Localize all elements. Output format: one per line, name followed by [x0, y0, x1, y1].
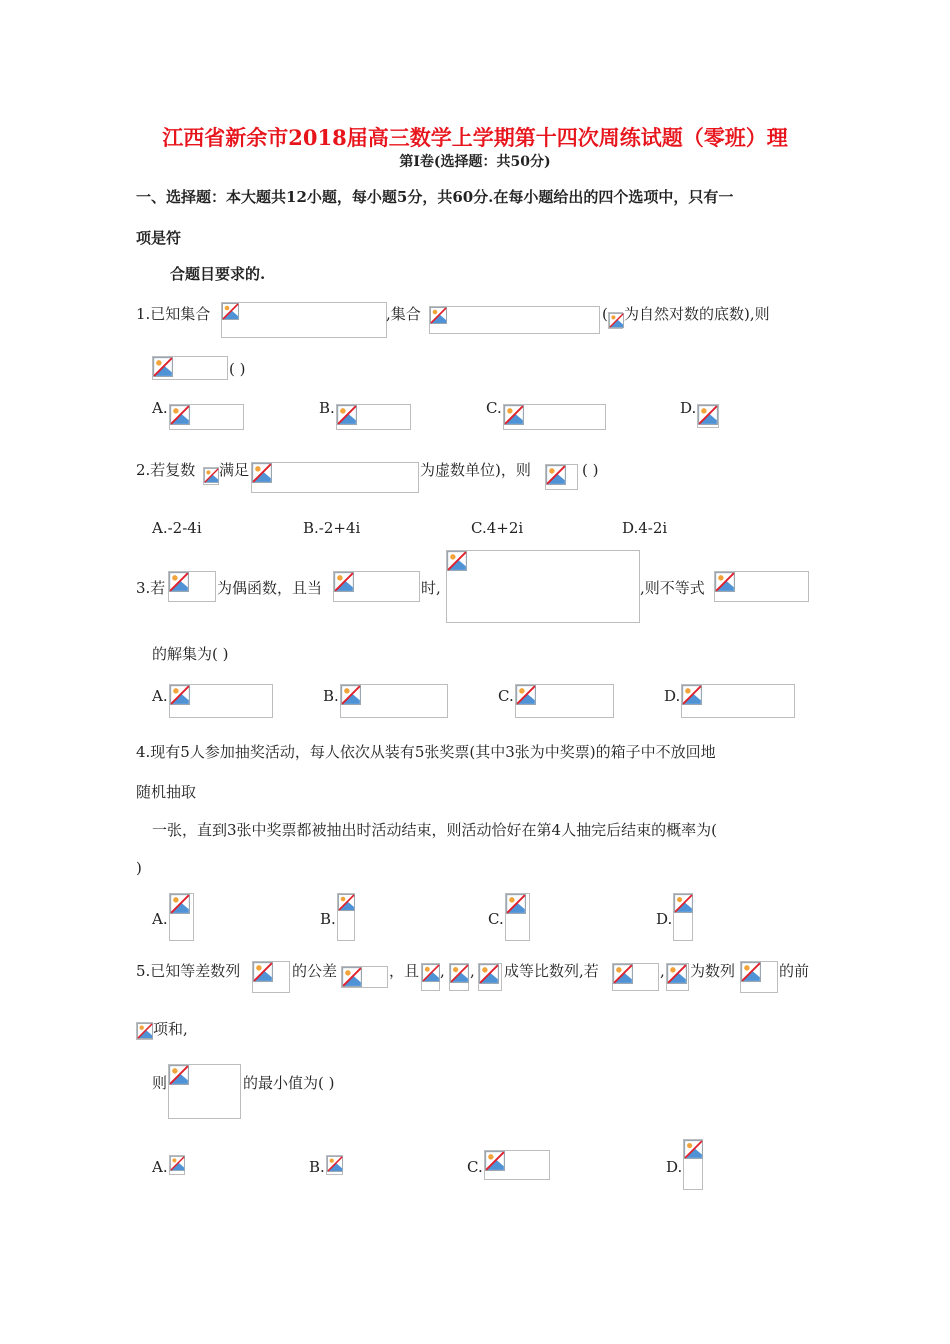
- q4-line3: 一张，直到3张中奖票都被抽出时活动结束，则活动恰好在第4人抽完后结束的概率为(: [152, 821, 717, 839]
- q4-option-d-label: D.: [656, 910, 673, 928]
- section-heading-line3: 合题目要求的.: [170, 265, 266, 283]
- section-heading-line2: 项是符: [136, 229, 182, 247]
- q3-option-c-image: [515, 684, 614, 718]
- q1-option-b-image: [336, 404, 411, 430]
- q5-text-8: 为数列: [690, 962, 736, 980]
- q3-piecewise-image: [446, 550, 640, 623]
- q5-d-image: [341, 966, 388, 988]
- page-subtitle: 第I卷(选择题：共50分): [399, 154, 551, 170]
- q5-text-3: ，且: [389, 962, 420, 980]
- q3-text-5: 的解集为( ): [152, 645, 229, 663]
- q1-text-3: (: [602, 305, 608, 323]
- q3-text-3: 时,: [421, 579, 441, 597]
- q4-line1: 4.现有5人参加抽奖活动，每人依次从装有5张奖票(其中3张为中奖票)的箱子中不放回地: [136, 743, 716, 761]
- q5-seq2-image: [740, 961, 778, 993]
- q5-n-image: [136, 1022, 153, 1040]
- q5-a13-image: [478, 963, 502, 991]
- q5-sn-image: [666, 963, 689, 991]
- section-heading-line1: 一、选择题：本大题共12小题，每小题5分，共60分.在每小题给出的四个选项中，只有一: [136, 188, 734, 206]
- q2-option-d: D.4-2i: [622, 519, 668, 537]
- q4-option-a-label: A.: [152, 910, 168, 928]
- q1-text-4: 为自然对数的底数),则: [624, 305, 770, 323]
- q1-text-1: 1.已知集合: [136, 305, 211, 323]
- q2-text-2: 满足: [219, 461, 250, 479]
- q1-option-d-image: [697, 404, 719, 428]
- q5-text-7: ,: [660, 962, 665, 980]
- q2-option-a: A.-2-4i: [152, 519, 202, 537]
- q1-option-b-label: B.: [319, 399, 335, 417]
- q5-text-4: ,: [440, 962, 445, 980]
- q5-text-6: 成等比数列,若: [504, 962, 599, 980]
- q5-option-d-label: D.: [666, 1158, 683, 1176]
- q1-option-a-label: A.: [152, 399, 168, 417]
- q3-text-4: ,则不等式: [640, 579, 705, 597]
- q5-option-a-image: [169, 1155, 185, 1175]
- q5-expr-image: [168, 1064, 241, 1119]
- q3-inequality-image: [714, 571, 809, 602]
- q1-option-d-label: D.: [680, 399, 697, 417]
- q3-option-a-image: [169, 684, 273, 718]
- q4-line4: ): [136, 859, 142, 877]
- q3-option-b-label: B.: [323, 687, 339, 705]
- q5-option-d-image: [683, 1139, 703, 1190]
- q5-option-c-label: C.: [467, 1158, 483, 1176]
- q1-option-a-image: [169, 404, 244, 430]
- q5-a1-image: [421, 963, 440, 991]
- q5-option-c-image: [484, 1150, 550, 1180]
- q5-cond-image: [612, 963, 659, 991]
- q1-option-c-label: C.: [486, 399, 502, 417]
- q4-option-c-label: C.: [488, 910, 504, 928]
- q2-expr-image: [545, 464, 578, 490]
- q3-option-d-label: D.: [664, 687, 681, 705]
- q5-text-9: 的前: [779, 962, 810, 980]
- q5-option-b-image: [326, 1155, 343, 1175]
- q1-e-image: [608, 312, 623, 329]
- q5-option-b-label: B.: [309, 1158, 325, 1176]
- q4-option-a-image: [169, 893, 194, 941]
- q1-set-b-image: [429, 306, 600, 334]
- q4-line2: 随机抽取: [136, 783, 197, 801]
- q1-text-2: ,集合: [386, 305, 421, 323]
- q2-text-3: 为虚数单位)，则: [420, 461, 531, 479]
- q5-text-12: 的最小值为( ): [243, 1074, 335, 1092]
- q2-option-c: C.4+2i: [471, 519, 524, 537]
- q3-option-b-image: [340, 684, 448, 718]
- q5-seq-image: [252, 961, 290, 993]
- q5-a3-image: [449, 963, 469, 991]
- q5-text-11: 则: [152, 1074, 168, 1092]
- q2-z-image: [203, 467, 219, 485]
- q3-option-d-image: [681, 684, 795, 718]
- page-title: 江西省新余市2018届高三数学上学期第十四次周练试题（零班）理: [162, 125, 788, 150]
- q5-text-2: 的公差: [292, 962, 338, 980]
- q3-option-c-label: C.: [498, 687, 514, 705]
- q4-option-b-label: B.: [320, 910, 336, 928]
- q3-text-1: 3.若: [136, 579, 166, 597]
- q5-option-a-label: A.: [152, 1158, 168, 1176]
- q3-f-image: [168, 571, 216, 602]
- q4-option-b-image: [337, 893, 355, 941]
- q1-set-a-image: [221, 302, 387, 338]
- q1-text-5: ( ): [229, 360, 246, 378]
- q3-domain-image: [333, 571, 420, 602]
- q4-option-c-image: [505, 893, 530, 941]
- q2-option-b: B.-2+4i: [303, 519, 361, 537]
- q5-text-5: ,: [470, 962, 475, 980]
- q3-option-a-label: A.: [152, 687, 168, 705]
- q5-text-1: 5.已知等差数列: [136, 962, 241, 980]
- q1-expr-image: [152, 356, 228, 380]
- q2-condition-image: [251, 462, 419, 493]
- q2-text-1: 2.若复数: [136, 461, 196, 479]
- q1-option-c-image: [503, 404, 606, 430]
- q3-text-2: 为偶函数，且当: [217, 579, 323, 597]
- q2-text-4: ( ): [582, 461, 599, 479]
- q4-option-d-image: [673, 893, 693, 941]
- q5-text-10: 项和,: [153, 1020, 188, 1038]
